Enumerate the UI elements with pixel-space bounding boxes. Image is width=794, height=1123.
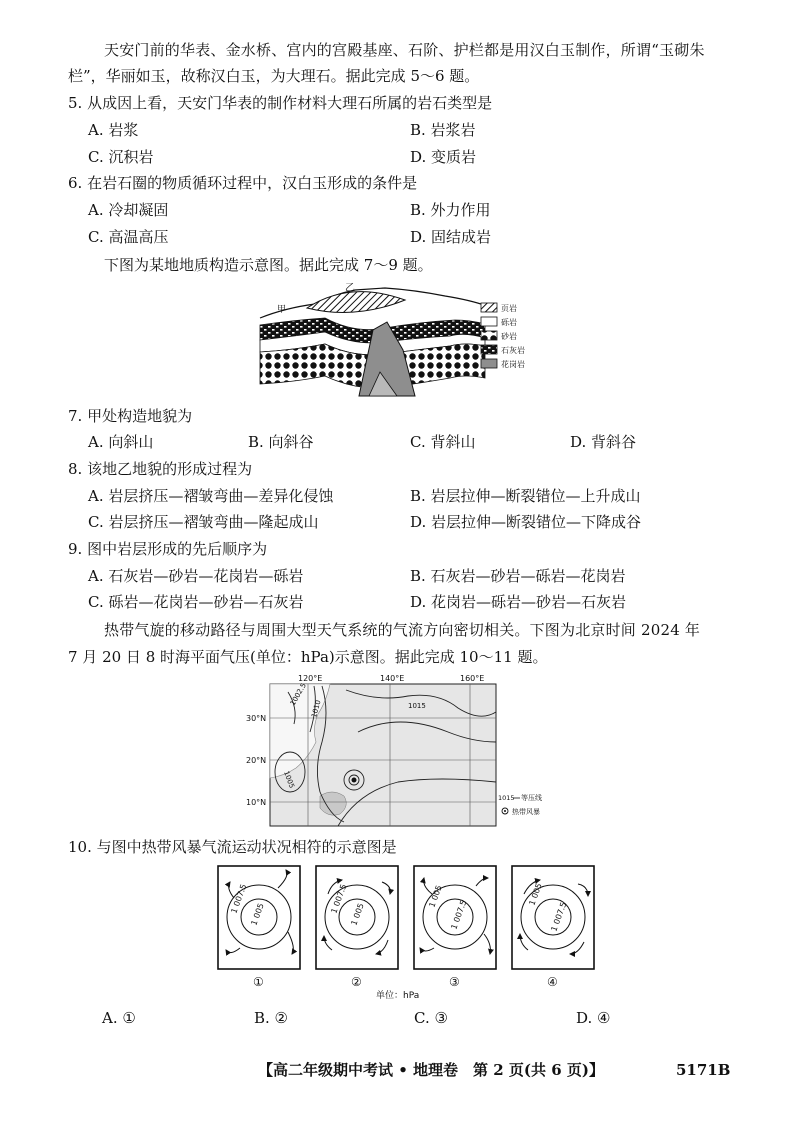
lon-120: 120°E — [298, 674, 323, 683]
pressure-map — [246, 672, 548, 830]
intro-5-6-line2: 栏”，华丽如玉，故称汉白玉，为大理石。据此完成 5～6 题。 — [68, 67, 480, 85]
legend-limestone: 石灰岩 — [501, 346, 525, 355]
pressure-legend — [498, 793, 542, 816]
q7-option-a[interactable]: A. 向斜山 — [88, 433, 154, 451]
yi-lens — [307, 292, 405, 313]
legend-isobar: 等压线 — [521, 794, 542, 802]
q9-option-c[interactable]: C. 砾岩—花岗岩—砂岩—石灰岩 — [88, 593, 304, 611]
q8-option-a[interactable]: A. 岩层挤压—褶皱弯曲—差异化侵蚀 — [88, 487, 334, 505]
diagram-3 — [414, 866, 496, 989]
q8-option-d[interactable]: D. 岩层拉伸—断裂错位—下降成谷 — [410, 513, 642, 531]
q5-stem: 5. 从成因上看，天安门华表的制作材料大理石所属的岩石类型是 — [68, 94, 493, 112]
d4-number: ④ — [547, 975, 558, 989]
q6-stem: 6. 在岩石圈的物质循环过程中，汉白玉形成的条件是 — [68, 174, 418, 192]
lon-160: 160°E — [460, 674, 485, 683]
q9-stem: 9. 图中岩层形成的先后顺序为 — [68, 540, 268, 558]
iso-label-1002-5: 1002.5 — [288, 681, 308, 707]
intro-10-11-line2: 7 月 20 日 8 时海平面气压(单位：hPa)示意图。据此完成 10～11 题。 — [68, 648, 548, 666]
storm-center-icon — [352, 778, 357, 783]
q7-option-c[interactable]: C. 背斜山 — [410, 433, 476, 451]
iso-label-1015: 1015 — [408, 702, 426, 710]
q7-stem: 7. 甲处构造地貌为 — [68, 407, 193, 425]
q6-option-d[interactable]: D. 固结成岩 — [410, 228, 492, 246]
q5-option-a[interactable]: A. 岩浆 — [88, 121, 139, 139]
intro-10-11-line1: 热带气旋的移动路径与周围大型天气系统的气流方向密切相关。下图为北京时间 2024 年 — [104, 621, 701, 639]
geology-figure — [255, 280, 555, 405]
q8-option-b[interactable]: B. 岩层拉伸—断裂错位—上升成山 — [410, 487, 641, 505]
q9-option-d[interactable]: D. 花岗岩—砾岩—砂岩—石灰岩 — [410, 593, 627, 611]
diagram-4 — [512, 866, 594, 989]
q8-option-c[interactable]: C. 岩层挤压—褶皱弯曲—隆起成山 — [88, 513, 319, 531]
d3-outer-label: 1 005 — [427, 884, 444, 909]
d2-number: ② — [351, 975, 362, 989]
lon-140: 140°E — [380, 674, 405, 683]
page-footer: 【高二年级期中考试 • 地理卷 第 2 页(共 6 页)】 — [258, 1061, 604, 1079]
q10-option-a[interactable]: A. ① — [102, 1009, 136, 1027]
q9-option-b[interactable]: B. 石灰岩—砂岩—砾岩—花岗岩 — [410, 567, 626, 585]
geology-legend — [481, 303, 525, 369]
iso-label-1005: 1005 — [282, 769, 296, 790]
legend-sandstone: 砂岩 — [501, 332, 517, 341]
d3-number: ③ — [449, 975, 460, 989]
iso-label-1010: 1010 — [310, 699, 323, 719]
legend-storm: 热带风暴 — [512, 808, 540, 816]
d4-inner-label: 1 007.5 — [549, 900, 569, 933]
q6-option-c[interactable]: C. 高温高压 — [88, 228, 169, 246]
q6-option-a[interactable]: A. 冷却凝固 — [88, 201, 169, 219]
q5-option-b[interactable]: B. 岩浆岩 — [410, 121, 476, 139]
q7-option-b[interactable]: B. 向斜谷 — [248, 433, 314, 451]
q10-option-d[interactable]: D. ④ — [576, 1009, 611, 1027]
legend-shale: 页岩 — [501, 304, 517, 313]
q5-option-c[interactable]: C. 沉积岩 — [88, 148, 154, 166]
q10-stem: 10. 与图中热带风暴气流运动状况相符的示意图是 — [68, 838, 397, 856]
q5-option-d[interactable]: D. 变质岩 — [410, 148, 477, 166]
label-jia: 甲 — [277, 305, 287, 315]
q9-option-a[interactable]: A. 石灰岩—砂岩—花岗岩—砾岩 — [88, 567, 304, 585]
q10-unit-label: 单位：hPa — [376, 991, 420, 1001]
d4-outer-label: 1 005 — [527, 882, 544, 907]
lat-10: 10°N — [246, 798, 267, 807]
diagram-1 — [218, 866, 300, 989]
d1-number: ① — [253, 975, 264, 989]
diagram-2 — [316, 866, 398, 989]
lat-20: 20°N — [246, 756, 267, 765]
d1-outer-label: 1 007.5 — [229, 882, 249, 915]
intro-5-6-line1: 天安门前的华表、金水桥、宫内的宫殿基座、石阶、护栏都是用汉白玉制作，所谓“玉砌朱 — [104, 41, 705, 59]
intro-7-9: 下图为某地地质构造示意图。据此完成 7～9 题。 — [104, 256, 433, 274]
q10-option-c[interactable]: C. ③ — [414, 1009, 448, 1027]
q8-stem: 8. 该地乙地貌的形成过程为 — [68, 460, 253, 478]
paper-code: 5171B — [676, 1061, 731, 1079]
lat-30: 30°N — [246, 714, 267, 723]
label-yi: 乙 — [345, 283, 355, 294]
d2-outer-label: 1 007.5 — [329, 882, 349, 915]
q10-diagrams — [216, 864, 606, 1000]
q6-option-b[interactable]: B. 外力作用 — [410, 201, 491, 219]
legend-granite: 花岗岩 — [501, 360, 525, 369]
q10-option-b[interactable]: B. ② — [254, 1009, 289, 1027]
d2-inner-label: 1 005 — [349, 902, 366, 927]
legend-conglomerate: 砾岩 — [501, 318, 517, 327]
d1-inner-label: 1 005 — [249, 902, 266, 927]
legend-iso-value: 1015 — [498, 794, 515, 802]
d3-inner-label: 1 007.5 — [449, 898, 469, 931]
q7-option-d[interactable]: D. 背斜谷 — [570, 433, 637, 451]
